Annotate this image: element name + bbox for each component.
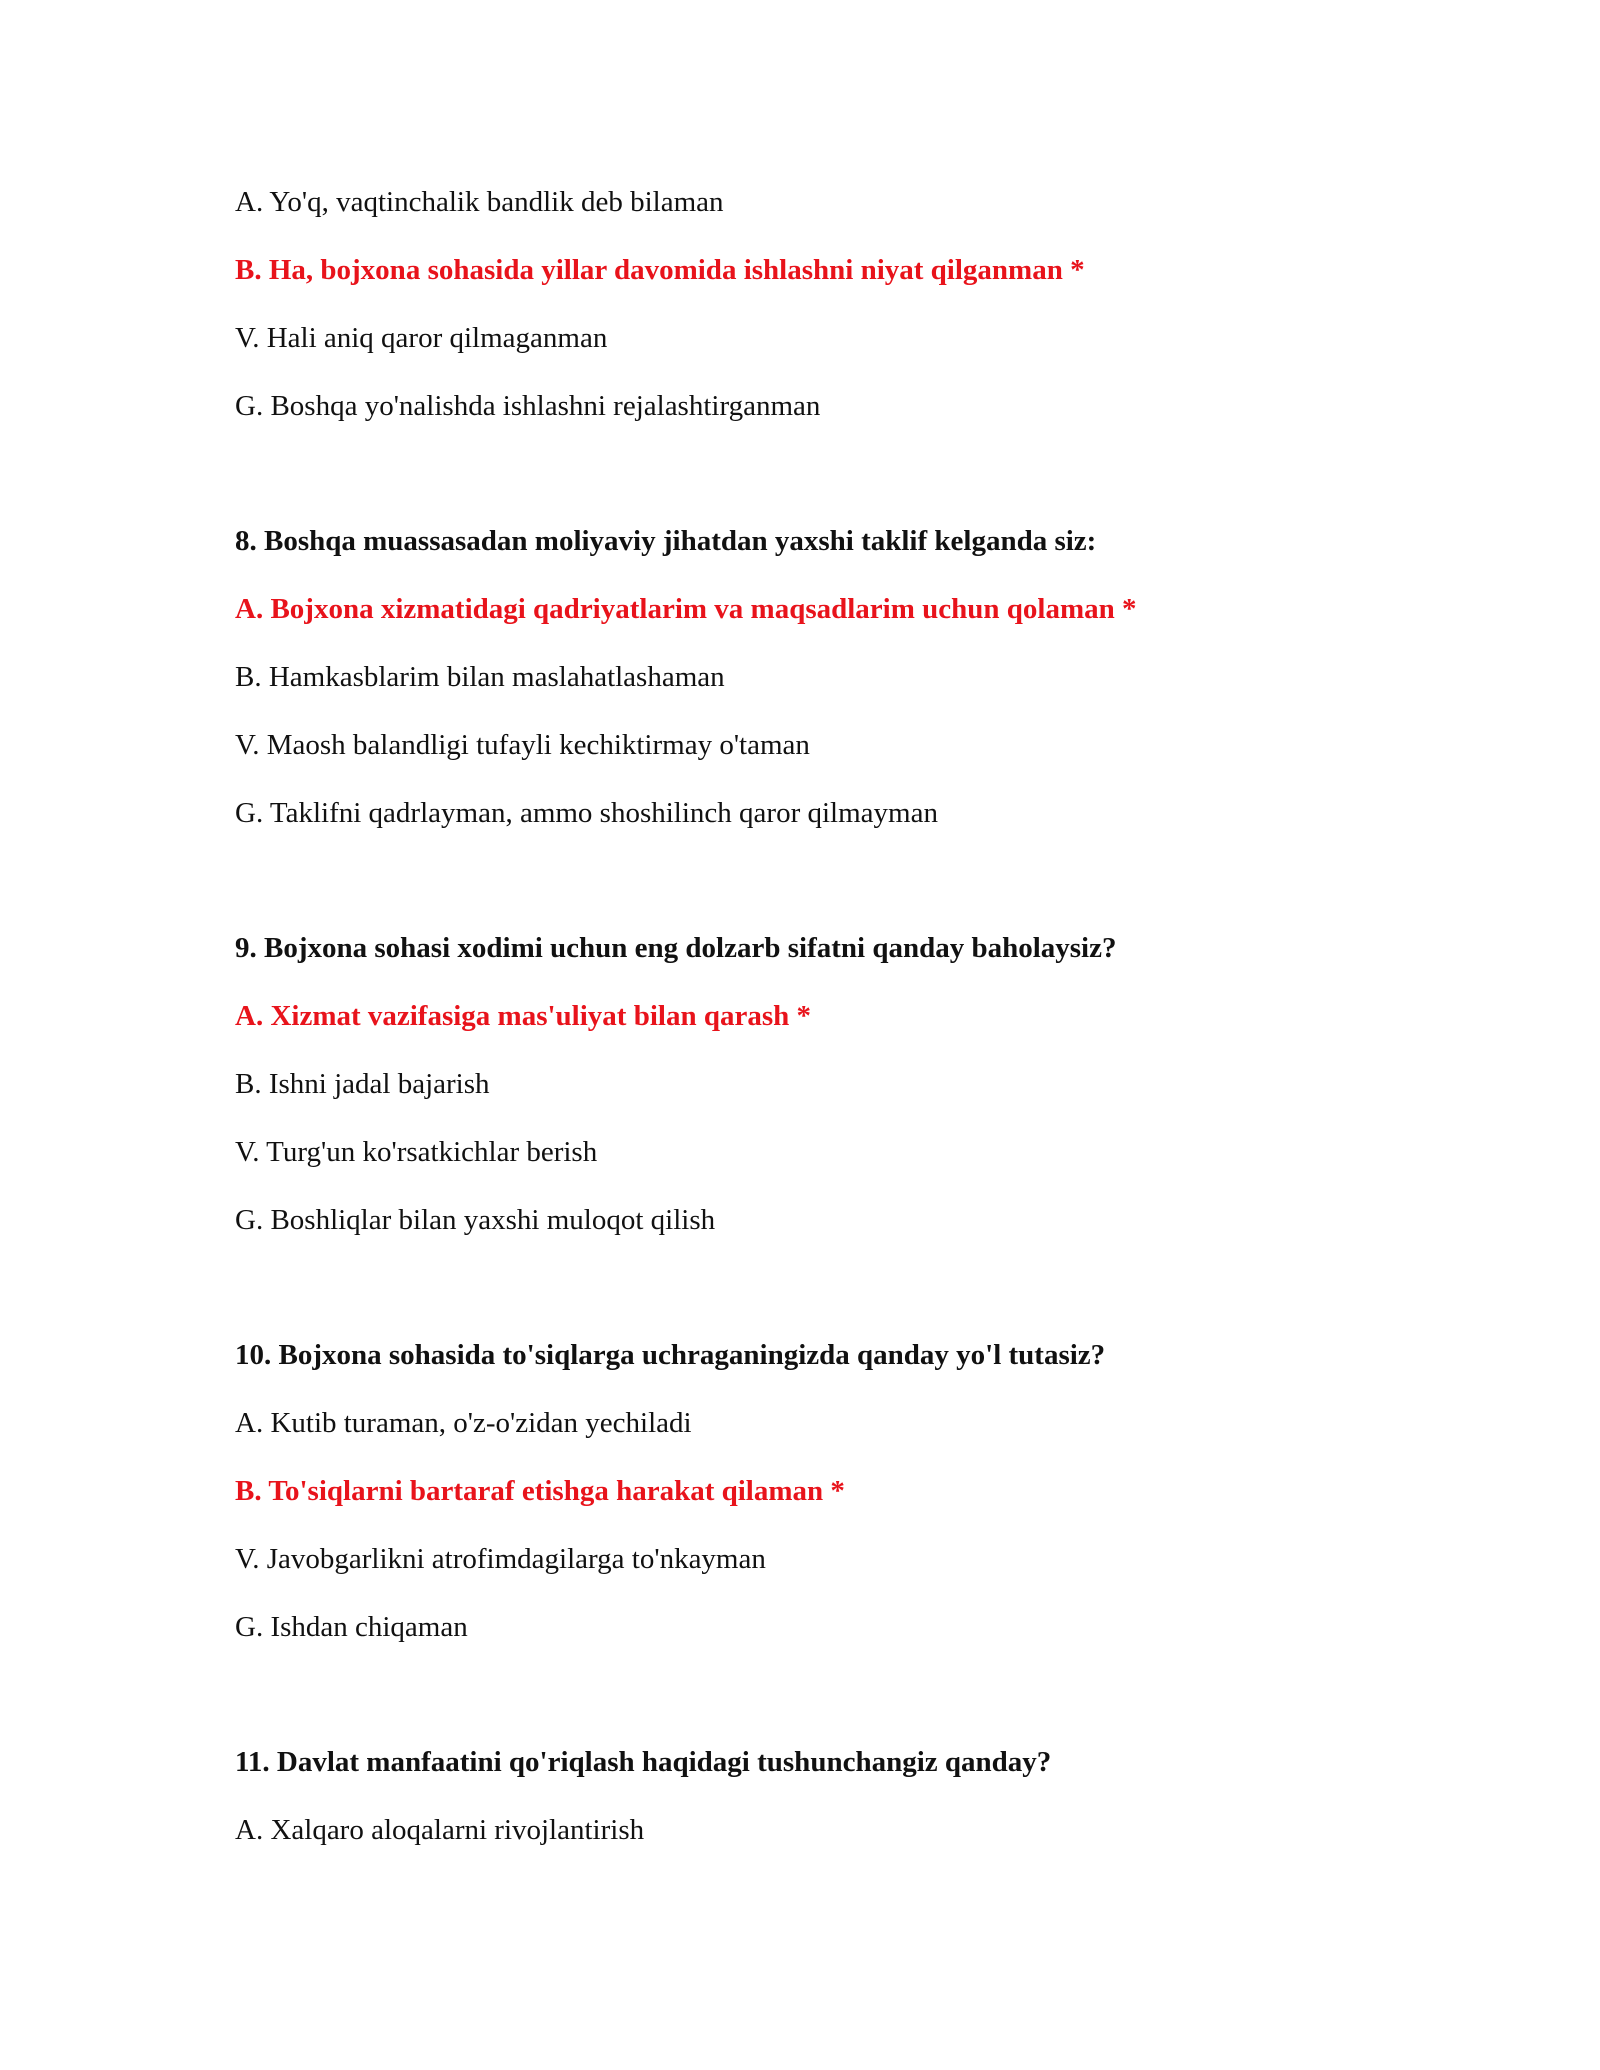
question-title: 10. Bojxona sohasida to'siqlarga uchraganingizda qanday yo'l tutasiz? xyxy=(235,1339,1106,1371)
option-b: B. Ishni jadal bajarish xyxy=(235,1068,490,1100)
question-title: 11. Davlat manfaatini qo'riqlash haqidagi tushunchangiz qanday? xyxy=(235,1746,1052,1778)
option-v: V. Javobgarlikni atrofimdagilarga to'nkayman xyxy=(235,1543,766,1575)
question-title: 9. Bojxona sohasi xodimi uchun eng dolzarb sifatni qanday baholaysiz? xyxy=(235,932,1117,964)
option-g: G. Ishdan chiqaman xyxy=(235,1611,468,1643)
spacer xyxy=(235,423,1535,524)
option-g: G. Boshliqlar bilan yaxshi muloqot qilish xyxy=(235,1204,716,1236)
spacer xyxy=(235,1237,1535,1338)
option-a: A. Xalqaro aloqalarni rivojlantirish xyxy=(235,1814,645,1846)
option-a: A. Kutib turaman, o'z-o'zidan yechiladi xyxy=(235,1407,692,1439)
option-v: V. Turg'un ko'rsatkichlar berish xyxy=(235,1136,598,1168)
question-block-7 xyxy=(235,185,1535,423)
option-b-correct: B. To'siqlarni bartaraf etishga harakat qilaman * xyxy=(235,1475,845,1507)
option-a: A. Yo'q, vaqtinchalik bandlik deb bilaman xyxy=(235,186,724,218)
option-b: B. Hamkasblarim bilan maslahatlashaman xyxy=(235,661,725,693)
option-a-correct: A. Bojxona xizmatidagi qadriyatlarim va maqsadlarim uchun qolaman * xyxy=(235,593,1137,625)
question-block-9 xyxy=(235,931,1535,1237)
option-a-correct: A. Xizmat vazifasiga mas'uliyat bilan qarash * xyxy=(235,1000,811,1032)
spacer xyxy=(235,830,1535,931)
document-page xyxy=(235,185,1535,1847)
question-block-11 xyxy=(235,1745,1535,1847)
question-block-10 xyxy=(235,1338,1535,1644)
option-g: G. Boshqa yo'nalishda ishlashni rejalashtirganman xyxy=(235,390,821,422)
spacer xyxy=(235,1644,1535,1745)
question-title: 8. Boshqa muassasadan moliyaviy jihatdan yaxshi taklif kelganda siz: xyxy=(235,525,1097,557)
question-block-8 xyxy=(235,524,1535,830)
option-v: V. Maosh balandligi tufayli kechiktirmay o'taman xyxy=(235,729,810,761)
option-g: G. Taklifni qadrlayman, ammo shoshilinch qaror qilmayman xyxy=(235,797,938,829)
option-v: V. Hali aniq qaror qilmaganman xyxy=(235,322,608,354)
option-b-correct: B. Ha, bojxona sohasida yillar davomida ishlashni niyat qilganman * xyxy=(235,254,1085,286)
